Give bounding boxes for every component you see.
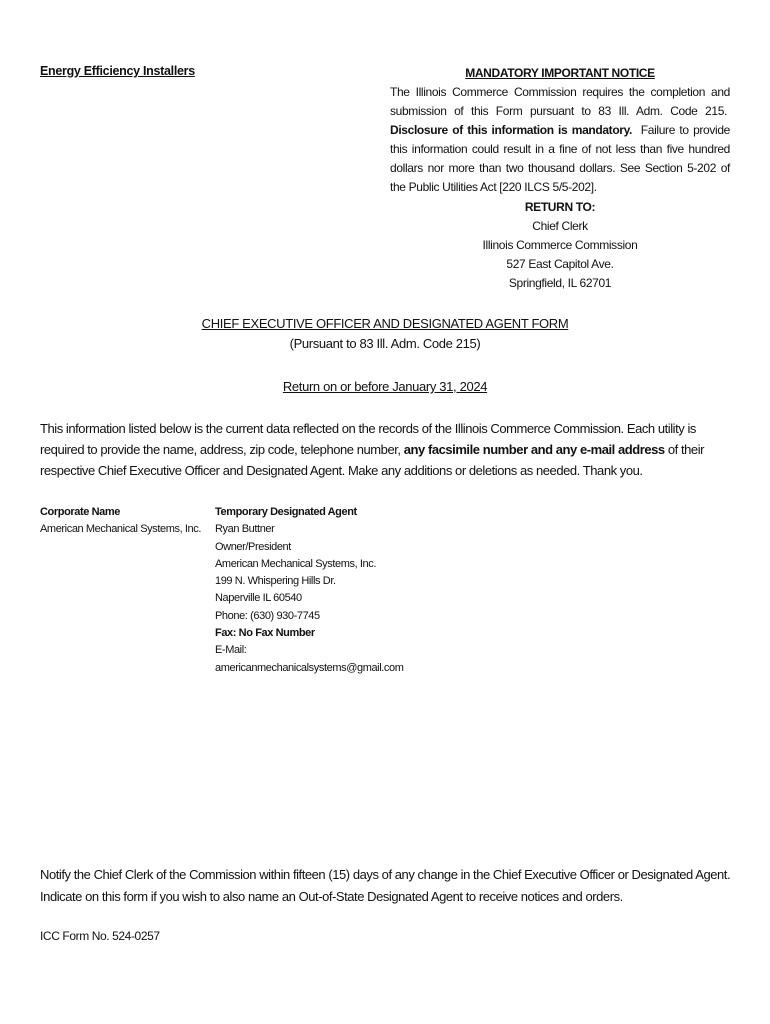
intro-text-1: This information listed below is the current data reflected on the records of the Illinois Commerce Commission. Each utility is required to provide the name, address, zip code, telephone number,	[40, 421, 696, 457]
agent-phone: Phone: (630) 930-7745	[215, 609, 320, 622]
return-to-line: Springfield, IL 62701	[508, 276, 612, 290]
agent-email: americanmechanicalsystems@gmail.com	[215, 661, 404, 674]
agent-label: Temporary Designated Agent	[215, 506, 357, 518]
return-to-line: Chief Clerk	[532, 219, 588, 233]
agent-email-label: E-Mail:	[215, 644, 247, 657]
notice-text-2: Failure to provide this information could result in a fine of not less than five hundred dollars nor more than two thousand dollars. See Section 5-202 of the Public Utilities Act [220 ILCS 5/5-202].	[390, 123, 730, 194]
footer-notes	[40, 864, 740, 908]
return-deadline: Return on or before January 31, 2024	[282, 379, 488, 394]
agent-title: Owner/President	[215, 540, 291, 553]
notice-body	[390, 83, 730, 197]
return-to-block	[390, 198, 730, 293]
footer-line: Notify the Chief Clerk of the Commission within fifteen (15) days of any change in the Chief Executive Officer or Designated Agent.	[40, 867, 731, 882]
return-to-heading: RETURN TO:	[524, 200, 596, 214]
utility-category: Energy Efficiency Installers	[40, 64, 195, 78]
form-title-block	[0, 314, 770, 354]
intro-paragraph	[40, 418, 730, 481]
notice-text-1: The Illinois Commerce Commission requires the completion and submission of this Form pursuant to 83 Ill. Adm. Code 215.	[390, 85, 730, 118]
form-number: ICC Form No. 524-0257	[40, 929, 160, 943]
corporate-name-value: American Mechanical Systems, Inc.	[40, 523, 202, 535]
mandatory-notice	[390, 64, 730, 197]
return-to-line: Illinois Commerce Commission	[482, 238, 638, 252]
designated-agent-block	[215, 504, 404, 677]
agent-address: 199 N. Whispering Hills Dr.	[215, 575, 336, 588]
agent-name: Ryan Buttner	[215, 523, 275, 536]
agent-company: American Mechanical Systems, Inc.	[215, 557, 377, 570]
intro-text-2: of their respective Chief Executive Officer and Designated Agent. Make any additions or deletions as needed. Thank you.	[40, 442, 705, 478]
corporate-name-block	[40, 504, 201, 538]
notice-heading: MANDATORY IMPORTANT NOTICE	[465, 66, 655, 80]
intro-text-bold: any facsimile number and any e-mail address	[403, 442, 665, 457]
return-to-line: 527 East Capitol Ave.	[506, 257, 614, 271]
form-title: CHIEF EXECUTIVE OFFICER AND DESIGNATED AGENT FORM	[201, 316, 569, 331]
corporate-name-label: Corporate Name	[40, 506, 120, 518]
notice-text-bold: Disclosure of this information is mandatory.	[390, 123, 633, 137]
form-subtitle: (Pursuant to 83 Ill. Adm. Code 215)	[289, 336, 481, 351]
agent-fax: Fax: No Fax Number	[215, 627, 315, 640]
footer-line: Indicate on this form if you wish to also name an Out-of-State Designated Agent to receive notices and orders.	[40, 889, 623, 904]
agent-city: Naperville IL 60540	[215, 592, 302, 605]
